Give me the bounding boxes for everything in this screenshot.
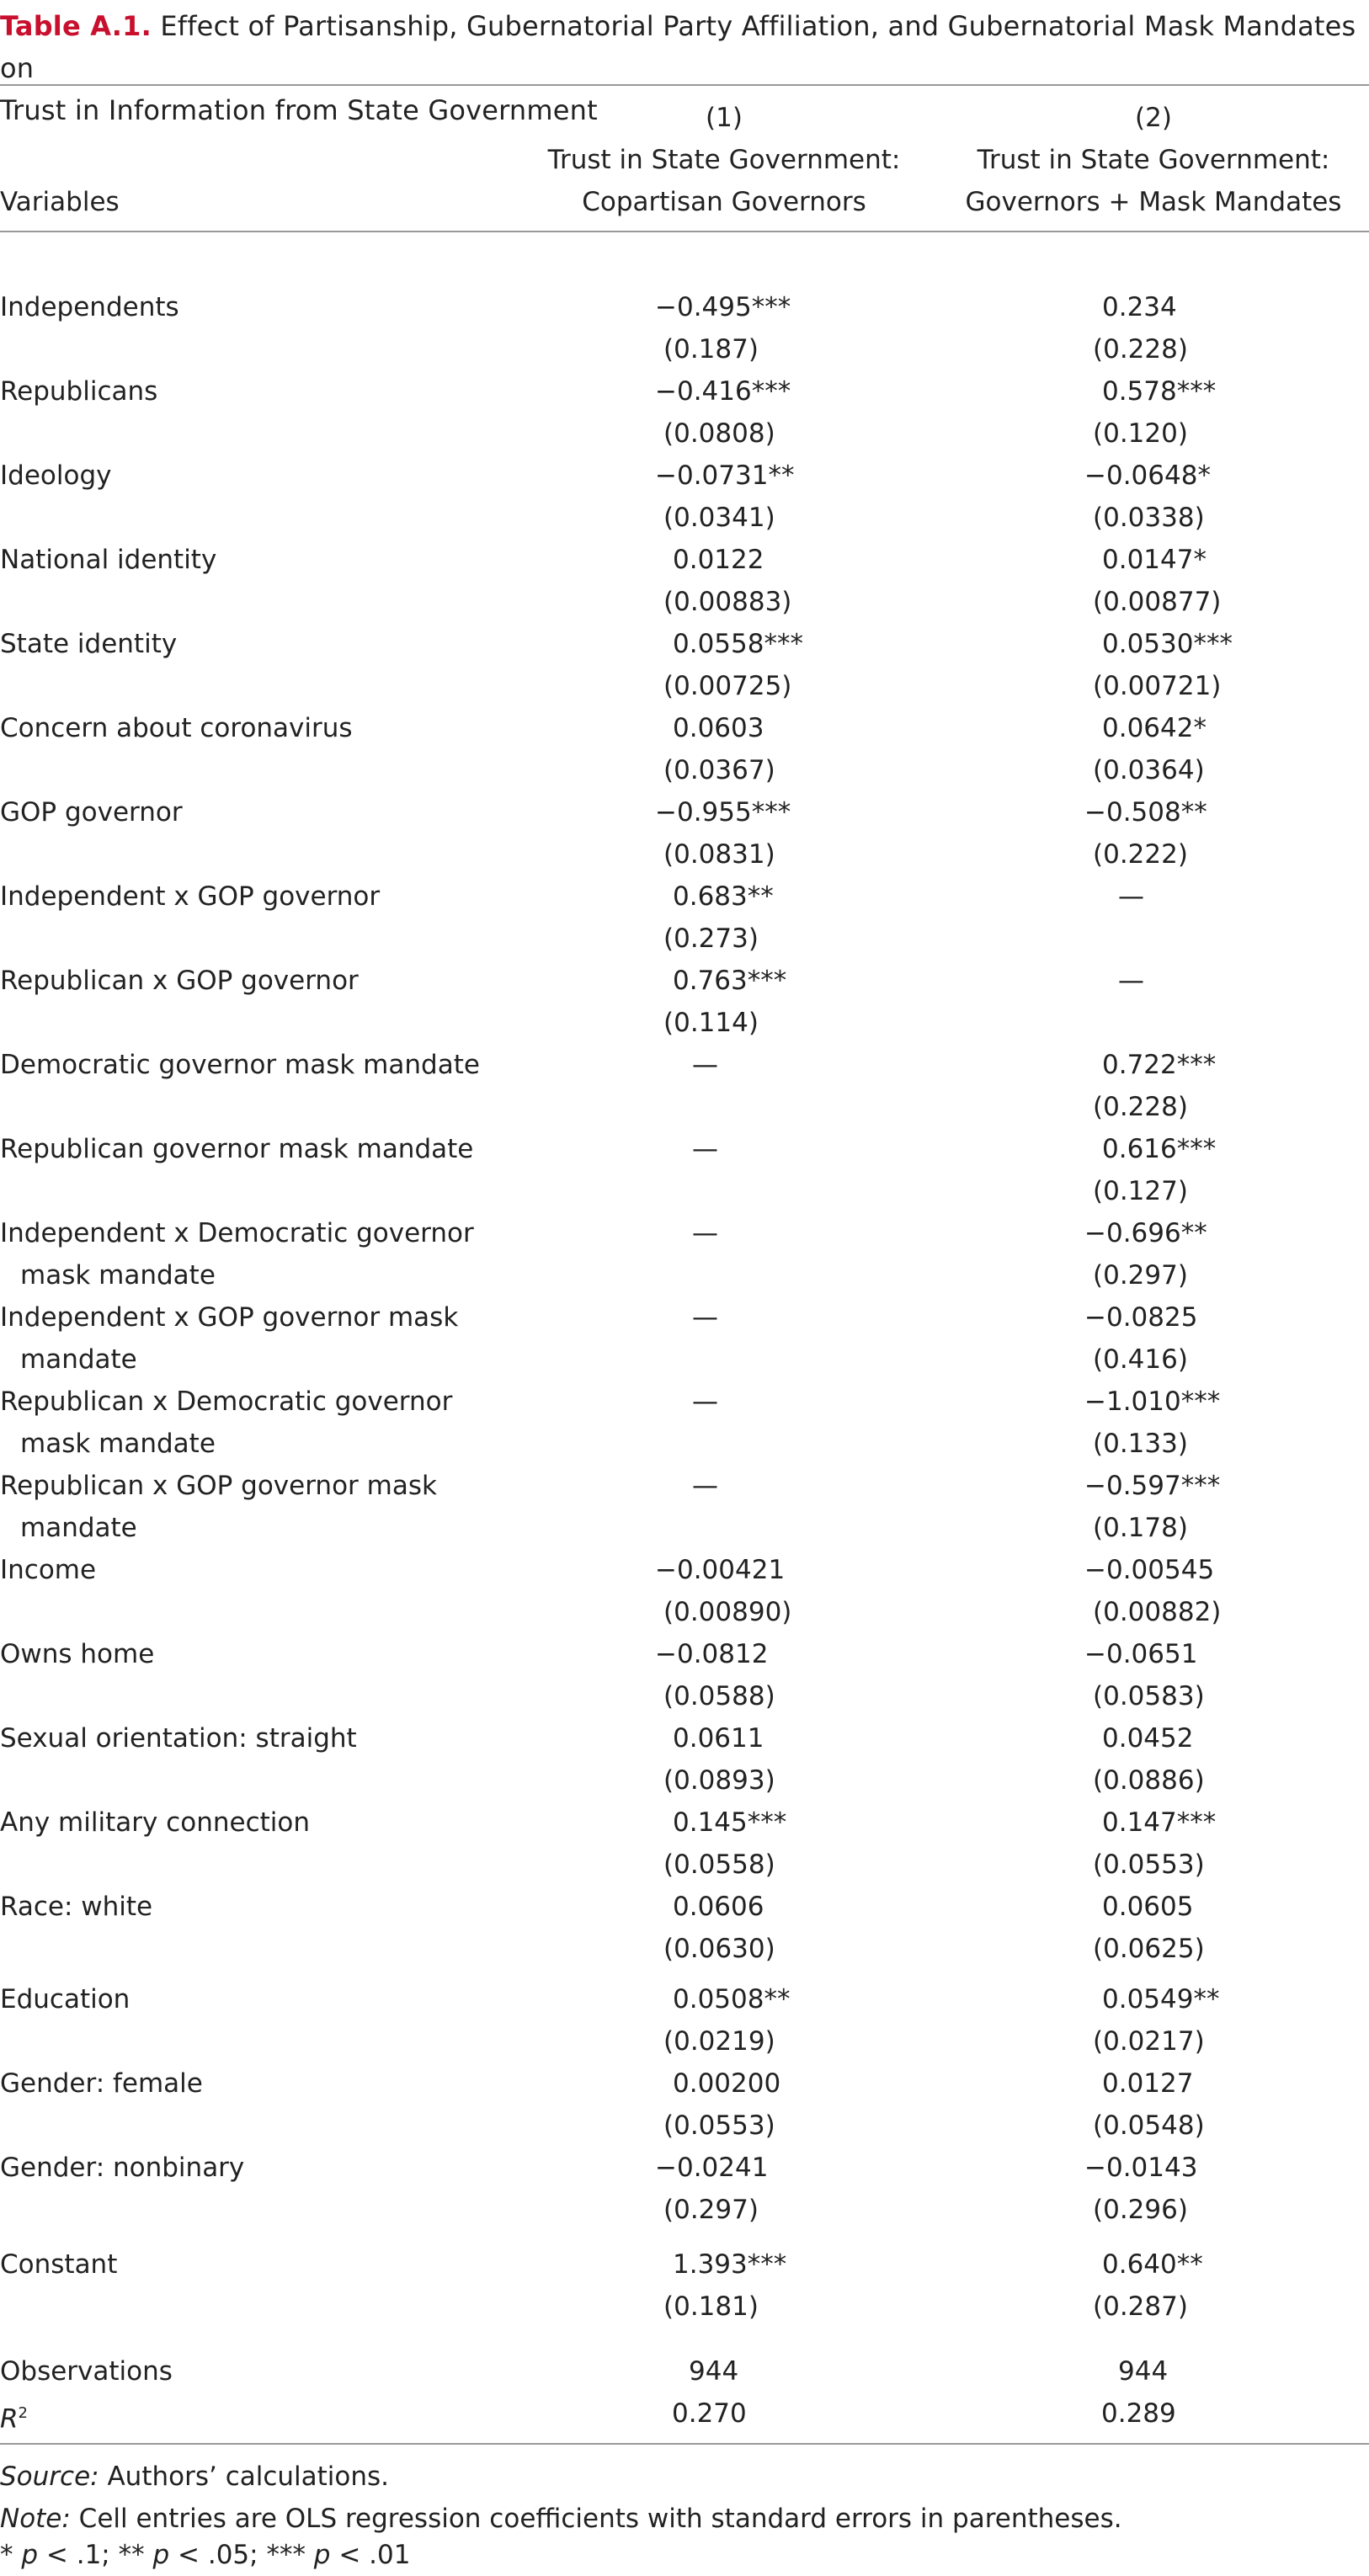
col2-title-line1: Trust in State Government: — [977, 145, 1330, 175]
note-text: Cell entries are OLS regression coefficients with standard errors in parentheses. — [70, 2504, 1122, 2534]
row-label: Independent x GOP governor mask mandate — [0, 1296, 458, 1339]
col2-standard-error: (0.120) — [1093, 418, 1188, 449]
col1-coefficient: 0.0508** — [673, 1984, 791, 2014]
col2-standard-error: (0.133) — [1093, 1429, 1188, 1459]
table-row — [0, 707, 1369, 785]
header-rule — [0, 231, 1369, 232]
col2-coefficient: 0.0549** — [1102, 1984, 1220, 2014]
col2-coefficient: −0.696** — [1084, 1218, 1207, 1248]
col2-standard-error: (0.222) — [1093, 839, 1188, 870]
table-row — [0, 876, 1369, 954]
col1-coefficient: — — [692, 1050, 718, 1080]
col1-coefficient: −0.0812 — [655, 1639, 769, 1669]
col2-number: (2) — [1135, 103, 1172, 133]
row-label: Constant — [0, 2249, 118, 2280]
col1-coefficient: 0.683** — [673, 881, 774, 912]
col2-coefficient: 0.0127 — [1102, 2068, 1194, 2099]
row-label: Observations — [0, 2356, 173, 2387]
table-row — [0, 960, 1369, 1038]
col2-standard-error: (0.0548) — [1093, 2110, 1205, 2141]
col2-coefficient: — — [1118, 966, 1144, 996]
col1-r2: 0.270 — [672, 2398, 747, 2429]
col2-coefficient: −0.597*** — [1084, 1471, 1221, 1501]
col2-coefficient: −1.010*** — [1084, 1386, 1221, 1417]
row-label: National identity — [0, 545, 217, 575]
table-row — [0, 1044, 1369, 1122]
col1-coefficient: 0.0603 — [673, 713, 764, 743]
col2-header — [935, 97, 1369, 223]
note-label: Note: — [0, 2504, 71, 2534]
col2-standard-error: (0.00721) — [1093, 671, 1222, 701]
col1-header — [505, 97, 943, 223]
col2-standard-error: (0.00877) — [1093, 587, 1222, 617]
col1-standard-error: (0.0630) — [663, 1934, 775, 1964]
col1-coefficient: −0.955*** — [655, 797, 791, 828]
col1-standard-error: (0.0553) — [663, 2110, 775, 2141]
col2-standard-error: (0.0364) — [1093, 755, 1205, 785]
col1-standard-error: (0.273) — [663, 923, 759, 954]
table-row — [0, 539, 1369, 617]
row-label: State identity — [0, 629, 178, 659]
source-note — [0, 2456, 389, 2498]
row-label: Race: white — [0, 1892, 153, 1922]
source-text: Authors’ calculations. — [99, 2462, 390, 2492]
table-row — [0, 455, 1369, 533]
row-label: Republican x GOP governor mask mandate — [0, 1465, 437, 1507]
col2-coefficient: 0.0605 — [1102, 1892, 1194, 1922]
col2-coefficient: 0.0452 — [1102, 1723, 1194, 1754]
table-row — [0, 1465, 1369, 1543]
col2-standard-error: (0.0553) — [1093, 1850, 1205, 1880]
col1-coefficient: 0.0611 — [673, 1723, 764, 1754]
col2-r2: 0.289 — [1101, 2398, 1176, 2429]
table-row — [0, 2243, 1369, 2322]
row-label: Education — [0, 1984, 131, 2014]
col2-coefficient: −0.0651 — [1084, 1639, 1198, 1669]
col1-coefficient: −0.00421 — [655, 1555, 786, 1585]
col2-coefficient: 0.616*** — [1102, 1134, 1217, 1164]
col2-standard-error: (0.0625) — [1093, 1934, 1205, 1964]
col2-coefficient: −0.508** — [1084, 797, 1207, 828]
row-label: Republicans — [0, 376, 158, 407]
col1-coefficient: — — [692, 1386, 718, 1417]
row-label: Owns home — [0, 1639, 155, 1669]
table-label: Table A.1. — [0, 10, 152, 42]
col1-standard-error: (0.187) — [663, 334, 759, 365]
col1-coefficient: 1.393*** — [673, 2249, 787, 2280]
row-label: Republican x GOP governor — [0, 966, 359, 996]
col2-standard-error: (0.228) — [1093, 1092, 1188, 1122]
col2-coefficient: −0.0143 — [1084, 2153, 1198, 2183]
col2-standard-error: (0.0583) — [1093, 1681, 1205, 1711]
row-label: $R^2$ — [0, 2403, 28, 2435]
top-rule — [0, 84, 1369, 86]
table-row — [0, 1212, 1369, 1291]
col1-number: (1) — [706, 103, 743, 133]
col1-standard-error: (0.0588) — [663, 1681, 775, 1711]
table-row — [0, 2147, 1369, 2225]
col2-standard-error: (0.296) — [1093, 2195, 1188, 2225]
col2-coefficient: 0.640** — [1102, 2249, 1203, 2280]
row-label: Income — [0, 1555, 97, 1585]
col2-coefficient: −0.0825 — [1084, 1302, 1198, 1333]
row-label: Independent x Democratic governor mask mandate — [0, 1212, 474, 1254]
col2-standard-error: (0.0886) — [1093, 1765, 1205, 1796]
table-row-r2 — [0, 2392, 1369, 2435]
row-label: Sexual orientation: straight — [0, 1723, 357, 1754]
table-row — [0, 1381, 1369, 1459]
col1-standard-error: (0.181) — [663, 2291, 759, 2322]
col1-standard-error: (0.0219) — [663, 2026, 775, 2057]
col2-standard-error: (0.287) — [1093, 2291, 1188, 2322]
row-label-continuation: mandate — [20, 1513, 137, 1543]
bottom-rule — [0, 2443, 1369, 2445]
col1-standard-error: (0.00883) — [663, 587, 792, 617]
table-row — [0, 1717, 1369, 1796]
col1-coefficient: 0.0606 — [673, 1892, 764, 1922]
table-row — [0, 286, 1369, 365]
col1-standard-error: (0.0367) — [663, 755, 775, 785]
col1-standard-error: (0.0831) — [663, 839, 775, 870]
table-row — [0, 1128, 1369, 1206]
col2-coefficient: 0.722*** — [1102, 1050, 1217, 1080]
col1-coefficient: −0.0241 — [655, 2153, 769, 2183]
col2-coefficient: 0.147*** — [1102, 1807, 1217, 1838]
row-label-continuation: mandate — [20, 1344, 137, 1375]
variables-header: Variables — [0, 187, 120, 217]
col1-title-line1: Trust in State Government: — [547, 145, 901, 175]
col1-standard-error: (0.0558) — [663, 1850, 775, 1880]
col2-coefficient: 0.0147* — [1102, 545, 1207, 575]
source-label: Source: — [0, 2462, 99, 2492]
table-row — [0, 1978, 1369, 2057]
col1-coefficient: 0.763*** — [673, 966, 787, 996]
col2-coefficient: 0.0642* — [1102, 713, 1207, 743]
col1-standard-error: (0.114) — [663, 1008, 759, 1038]
table-row-observations — [0, 2350, 1369, 2392]
col1-standard-error: (0.297) — [663, 2195, 759, 2225]
col2-standard-error: (0.0217) — [1093, 2026, 1205, 2057]
col1-coefficient: −0.495*** — [655, 292, 791, 322]
table-title-line2: Trust in Information from State Government — [0, 94, 598, 126]
col1-coefficient: — — [692, 1218, 718, 1248]
col2-standard-error: (0.00882) — [1093, 1597, 1222, 1627]
col1-coefficient: −0.0731** — [655, 460, 795, 491]
table-row — [0, 370, 1369, 449]
table-row — [0, 1296, 1369, 1375]
col1-coefficient: −0.416*** — [655, 376, 791, 407]
col2-coefficient: 0.0530*** — [1102, 629, 1233, 659]
col1-coefficient: — — [692, 1471, 718, 1501]
row-label: Independent x GOP governor — [0, 881, 381, 912]
row-label: Gender: nonbinary — [0, 2153, 245, 2183]
row-label: Independents — [0, 292, 179, 322]
col1-standard-error: (0.0808) — [663, 418, 775, 449]
table-row — [0, 1549, 1369, 1627]
row-label: Republican x Democratic governor mask mandate — [0, 1381, 452, 1423]
col2-standard-error: (0.127) — [1093, 1176, 1188, 1206]
row-label: Republican governor mask mandate — [0, 1134, 474, 1164]
row-label: GOP governor — [0, 797, 183, 828]
row-label: Democratic governor mask mandate — [0, 1050, 480, 1080]
row-label: Gender: female — [0, 2068, 203, 2099]
col2-standard-error: (0.178) — [1093, 1513, 1188, 1543]
col1-title-line2: Copartisan Governors — [582, 187, 866, 217]
col1-coefficient: 0.145*** — [673, 1807, 787, 1838]
col2-coefficient: — — [1118, 881, 1144, 912]
col1-standard-error: (0.0341) — [663, 503, 775, 533]
col2-standard-error: (0.416) — [1093, 1344, 1188, 1375]
col1-coefficient: — — [692, 1302, 718, 1333]
table-row — [0, 1633, 1369, 1711]
row-label: Ideology — [0, 460, 112, 491]
col1-coefficient: — — [692, 1134, 718, 1164]
table-row — [0, 2062, 1369, 2141]
col2-coefficient: −0.0648* — [1084, 460, 1211, 491]
col1-standard-error: (0.0893) — [663, 1765, 775, 1796]
col2-standard-error: (0.228) — [1093, 334, 1188, 365]
col2-coefficient: 0.234 — [1102, 292, 1177, 322]
col2-standard-error: (0.0338) — [1093, 503, 1205, 533]
row-label: Any military connection — [0, 1807, 310, 1838]
col2-coefficient: −0.00545 — [1084, 1555, 1215, 1585]
col2-title-line2: Governors + Mask Mandates — [965, 187, 1342, 217]
row-label-continuation: mask mandate — [20, 1429, 216, 1459]
col1-standard-error: (0.00725) — [663, 671, 792, 701]
col1-coefficient: 0.0558*** — [673, 629, 803, 659]
col2-standard-error: (0.297) — [1093, 1260, 1188, 1291]
row-label-continuation: mask mandate — [20, 1260, 216, 1291]
col1-standard-error: (0.00890) — [663, 1597, 792, 1627]
col1-observations: 944 — [689, 2356, 739, 2387]
significance-note: * p < .1; ** p < .05; *** p < .01 — [0, 2540, 411, 2570]
col1-coefficient: 0.0122 — [673, 545, 764, 575]
table-row — [0, 623, 1369, 701]
col2-observations: 944 — [1118, 2356, 1169, 2387]
col1-coefficient: 0.00200 — [673, 2068, 781, 2099]
table-row — [0, 1802, 1369, 1880]
col2-coefficient: 0.578*** — [1102, 376, 1217, 407]
table-row — [0, 791, 1369, 870]
row-label: Concern about coronavirus — [0, 713, 353, 743]
table-row — [0, 1886, 1369, 1964]
table-title-line1: Effect of Partisanship, Gubernatorial Party Affiliation, and Gubernatorial Mask Mandates on — [0, 10, 1356, 84]
